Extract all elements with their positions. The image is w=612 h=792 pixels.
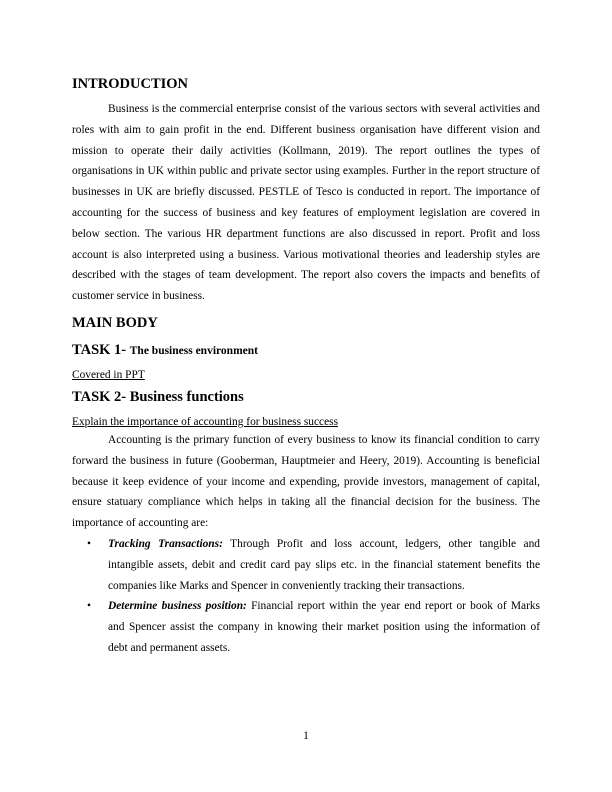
task1-heading [72,342,540,359]
bullet-text: Financial report within the year end report or book of Marks and Spencer assist the company in knowing their market position using the information of debt and permanent assets. [108,600,540,654]
introduction-heading: INTRODUCTION [72,76,189,92]
accounting-importance-list [72,534,540,659]
introduction-paragraph: Business is the commercial enterprise consist of the various sectors with several activities and roles with aim to gain profit in the end. Different business organisation have different vision and mission to operate their daily activities (Kollmann, 2019). The report outlines the types of organisations in UK within public and private sector using examples. Further in the report structure of businesses in UK are briefly discussed. PESTLE of Tesco is conducted in report. The importance of accounting for the success of business and key features of employment legislation are covered in below section. The various HR department functions are also discussed in report. Profit and loss account is also interpreted using a business. Various motivational theories and leadership styles are described with the stages of team development. The report also covers the impacts and benefits of customer service in business. [72,103,540,303]
task2-paragraph: Accounting is the primary function of every business to know its financial condition to carry forward the business in future (Gooberman, Hauptmeier and Heery, 2019). Accounting is beneficial because it keep evidence of your income and expending, provide investors, management of capital, ensure statuary compliance which helps in taking all the financial decision for the business. The importance of accounting are: [72,433,540,530]
main-body-heading: MAIN BODY [72,314,158,331]
bullet-term: Tracking Transactions: [108,537,223,550]
task2-subheading: Explain the importance of accounting for business success [72,415,339,428]
document-page [72,76,540,659]
bullet-icon: • [87,600,91,613]
task1-title: The business environment [129,344,258,357]
bullet-text: Through Profit and loss account, ledgers, other tangible and intangible assets, debit and credit card pay slips etc. in the financial statement benefits the companies like Marks and Spencer in conveniently tracking their transactions. [108,537,540,592]
page-number: 1 [303,730,309,742]
list-item [72,534,540,596]
list-item [72,596,540,658]
task1-note: Covered in PPT [72,368,145,381]
bullet-icon: • [87,537,91,550]
task2-heading: TASK 2- Business functions [72,388,244,405]
task1-label: TASK 1- [72,341,127,358]
bullet-term: Determine business position: [108,600,247,613]
